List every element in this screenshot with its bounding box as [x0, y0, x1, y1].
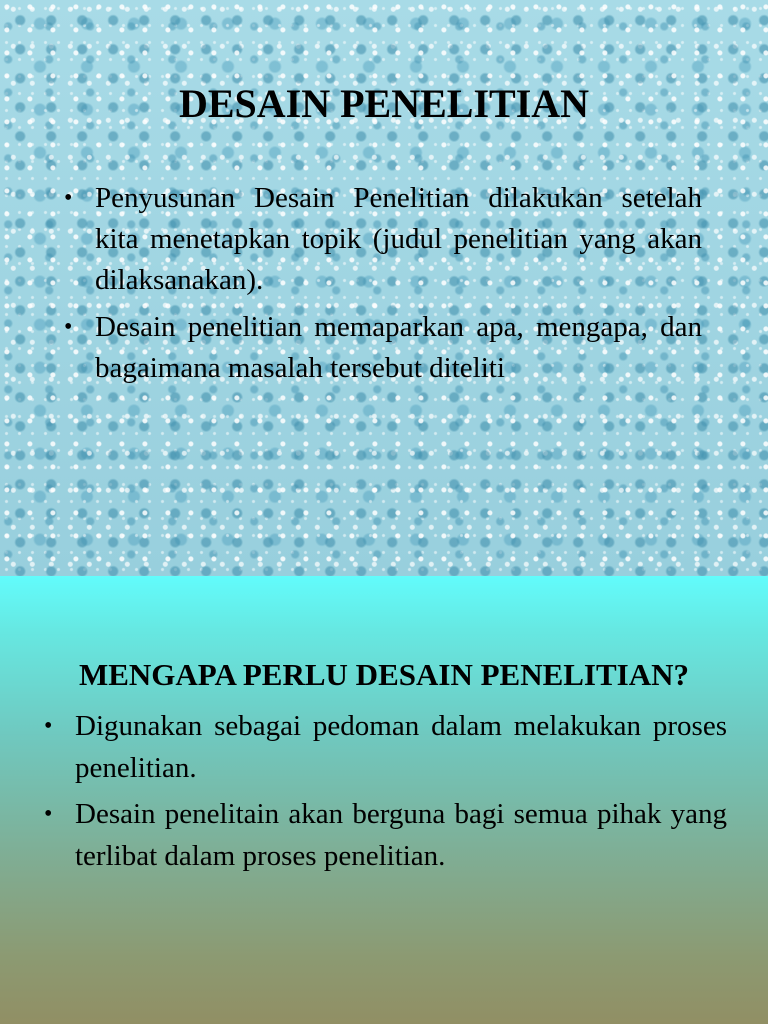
bullet-icon: •: [44, 713, 53, 739]
list-item: [62, 307, 702, 389]
list-item: [62, 178, 702, 301]
slide-mengapa-perlu-desain: [0, 576, 768, 1024]
list-item: [42, 793, 727, 877]
bullet-icon: •: [44, 801, 53, 827]
bullet-list: [42, 705, 727, 881]
slide-title: MENGAPA PERLU DESAIN PENELITIAN?: [78, 657, 690, 692]
slide-title: DESAIN PENELITIAN: [178, 81, 590, 126]
bullet-text: Digunakan sebagai pedoman dalam melakukan proses penelitian.: [75, 710, 727, 784]
bullet-text: Desain penelitain akan berguna bagi semua pihak yang terlibat dalam proses penelitian.: [75, 798, 727, 872]
bullet-icon: •: [64, 185, 73, 211]
bullet-text: Desain penelitian memaparkan apa, mengapa, dan bagaimana masalah tersebut diteliti: [95, 311, 702, 384]
bullet-text: Penyusunan Desain Penelitian dilakukan setelah kita menetapkan topik (judul penelitian yang akan dilaksanakan).: [95, 182, 702, 296]
bullet-list: [62, 178, 702, 395]
list-item: [42, 705, 727, 789]
bullet-icon: •: [64, 314, 73, 340]
